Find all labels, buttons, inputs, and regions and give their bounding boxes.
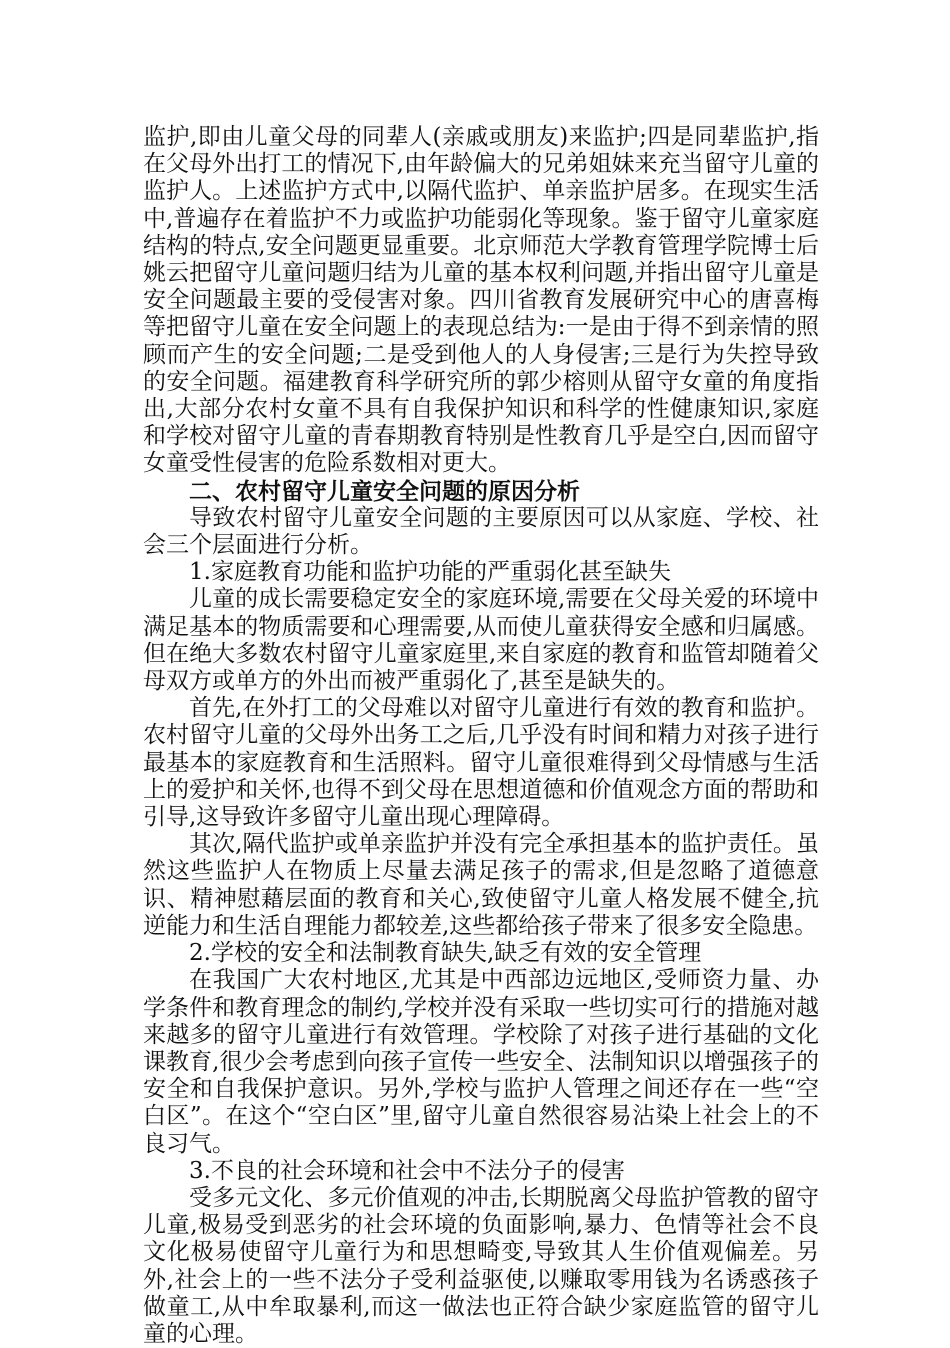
- body-paragraph: 在我国广大农村地区,尤其是中西部边远地区,受师资力量、办学条件和教育理念的制约,学校并没有采取一些切实可行的措施对越来越多的留守儿童进行有效管理。学校除了对孩子进行基础的文化课教育,很少会考虑到向孩子宣传一些安全、法制知识以增强孩子的安全和自我保护意识。另外,学校与监护人管理之间还存在一些“空白区”。在这个“空白区”里,留守儿童自然很容易沾染上社会上的不良习气。: [143, 967, 819, 1157]
- body-paragraph: 导致农村留守儿童安全问题的主要原因可以从家庭、学校、社会三个层面进行分析。: [143, 504, 819, 559]
- subheading: 2.学校的安全和法制教育缺失,缺乏有效的安全管理: [189, 940, 702, 967]
- section-heading: 二、农村留守儿童安全问题的原因分析: [189, 477, 580, 505]
- body-paragraph: 其次,隔代监护或单亲监护并没有完全承担基本的监护责任。虽然这些监护人在物质上尽量去满足孩子的需求,但是忽略了道德意识、精神慰藉层面的教育和关心,致使留守儿童人格发展不健全,抗逆能力和生活自理能力都较差,这些都给孩子带来了很多安全隐患。: [143, 831, 819, 939]
- body-paragraph: 首先,在外打工的父母难以对留守儿童进行有效的教育和监护。农村留守儿童的父母外出务工之后,几乎没有时间和精力对孩子进行最基本的家庭教育和生活照料。留守儿童很难得到父母情感与生活上的爱护和关怀,也得不到父母在思想道德和价值观念方面的帮助和引导,这导致许多留守儿童出现心理障碍。: [143, 695, 819, 831]
- body-paragraph: 受多元文化、多元价值观的冲击,长期脱离父母监护管教的留守儿童,极易受到恶劣的社会环境的负面影响,暴力、色情等社会不良文化极易使留守儿童行为和思想畸变,导致其人生价值观偏差。另外,社会上的一些不法分子受利益驱使,以赚取零用钱为名诱惑孩子做童工,从中牟取暴利,而这一做法也正符合缺少家庭监管的留守儿童的心理。: [143, 1184, 819, 1347]
- body-paragraph: 儿童的成长需要稳定安全的家庭环境,需要在父母关爱的环境中满足基本的物质需要和心理需要,从而使儿童获得安全感和归属感。但在绝大多数农村留守儿童家庭里,来自家庭的教育和监管却随着父母双方或单方的外出而被严重弱化了,甚至是缺失的。: [143, 586, 819, 695]
- subheading: 3.不良的社会环境和社会中不法分子的侵害: [189, 1157, 625, 1184]
- body-paragraph-continued: 监护,即由儿童父母的同辈人(亲戚或朋友)来监护;四是同辈监护,指在父母外出打工的情况下,由年龄偏大的兄弟姐妹来充当留守儿童的监护人。上述监护方式中,以隔代监护、单亲监护居多。在现实生活中,普遍存在着监护不力或监护功能弱化等现象。鉴于留守儿童家庭结构的特点,安全问题更显重要。北京师范大学教育管理学院博士后姚云把留守儿童问题归结为儿童的基本权利问题,并指出留守儿童是安全问题最主要的受侵害对象。四川省教育发展研究中心的唐喜梅等把留守儿童在安全问题上的表现总结为:一是由于得不到亲情的照顾而产生的安全问题;二是受到他人的人身侵害;三是行为失控导致的安全问题。福建教育科学研究所的郭少榕则从留守女童的角度指出,大部分农村女童不具有自我保护知识和科学的性健康知识,家庭和学校对留守儿童的青春期教育特别是性教育几乎是空白,因而留守女童受性侵害的危险系数相对更大。: [143, 124, 819, 477]
- subheading: 1.家庭教育功能和监护功能的严重弱化甚至缺失: [189, 559, 671, 586]
- document-page: [143, 124, 819, 1348]
